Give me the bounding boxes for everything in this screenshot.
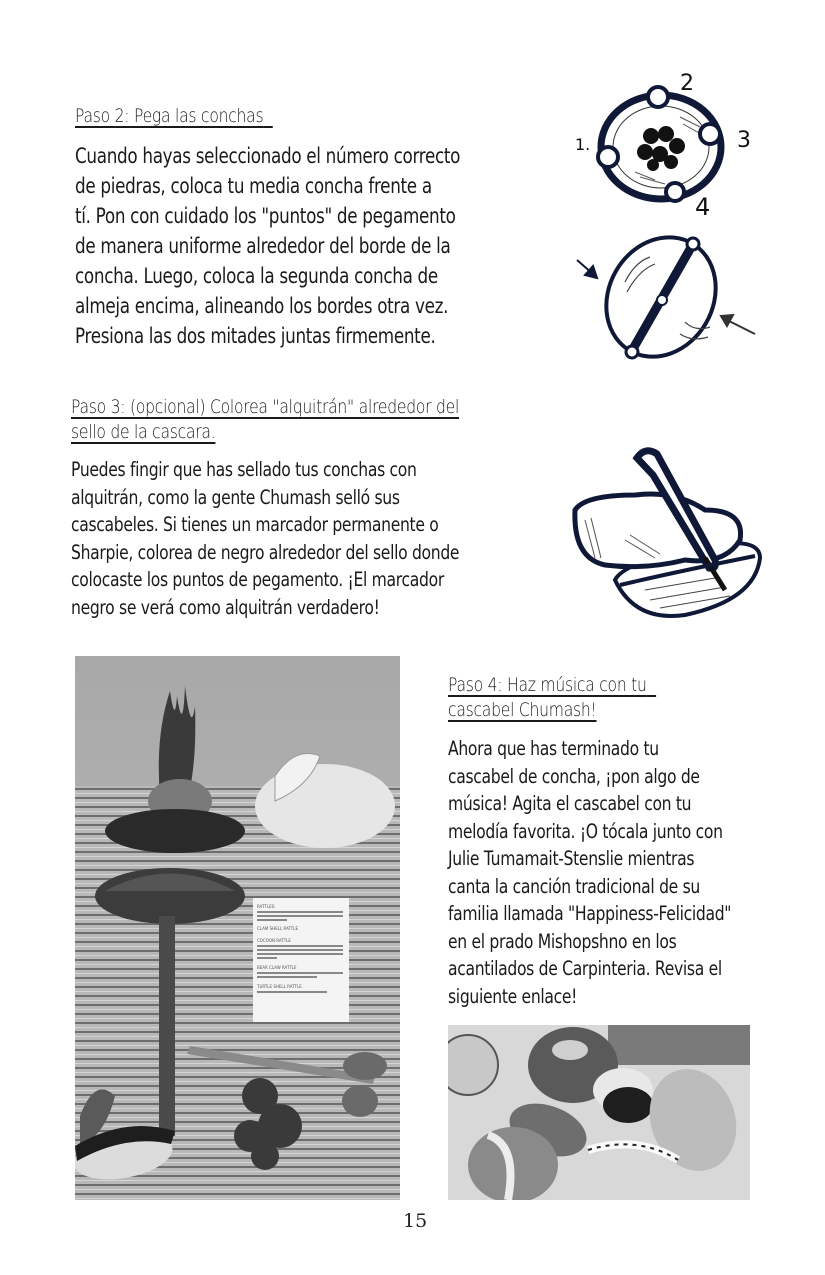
- glue-dot-4: [666, 183, 684, 201]
- step2-illustration: [555, 72, 775, 372]
- step3-illustration: [565, 440, 775, 625]
- step4-line: melodía favorita. ¡O tócala junto con: [448, 819, 723, 843]
- step2-line: de manera uniforme alrededor del borde de la: [75, 234, 451, 258]
- step4-line: en el prado Mishopshno en los: [448, 929, 677, 953]
- step2-line: tí. Pon con cuidado los "puntos" de pegamento: [75, 204, 456, 228]
- step3-line: Sharpie, colorea de negro alrededor del sello donde: [71, 540, 460, 564]
- step4-title-line: Paso 4: Haz música con tu: [448, 674, 647, 696]
- page-number: 15: [403, 1210, 428, 1232]
- step2-line: de piedras, coloca tu media concha frente a: [75, 174, 432, 198]
- step4-title-line: cascabel Chumash!: [448, 699, 597, 721]
- step2-body: [75, 141, 460, 351]
- step2-line: Cuando hayas seleccionado el número correcto: [75, 144, 461, 168]
- placard-item: BEAR CLAW RATTLE: [257, 965, 297, 970]
- step2-line: concha. Luego, coloca la segunda concha de: [75, 264, 438, 288]
- placard-item: CLAM SHELL RATTLE: [257, 926, 298, 931]
- step4-line: música! Agita el cascabel con tu: [448, 792, 692, 815]
- closed-shell-sketch: [577, 217, 755, 372]
- label-4: 4: [695, 193, 711, 221]
- step3-line: colocaste los puntos de pegamento. ¡El marcador: [71, 568, 444, 591]
- step2-line: Presiona las dos mitades juntas firmemente.: [75, 324, 436, 348]
- step4-line: familia llamada "Happiness-Felicidad": [448, 902, 732, 925]
- glue-dot-1: [598, 147, 618, 167]
- placard-item: COCOON RATTLE: [257, 938, 291, 943]
- step4-line: siguiente enlace!: [448, 984, 578, 1008]
- arrow-icon: [577, 260, 597, 278]
- step3-title-line: Paso 3: (opcional) Colorea "alquitrán" alrededor del: [71, 396, 460, 418]
- step2-line: almeja encima, alineando los bordes otra vez.: [75, 294, 449, 318]
- step3-line: negro se verá como alquitrán verdadero!: [71, 595, 380, 619]
- gourd-photo-image: [448, 1025, 750, 1200]
- step4-line: canta la canción tradicional de su: [448, 874, 700, 898]
- step3-line: Puedes fingir que has sellado tus conchas con: [71, 458, 417, 481]
- glue-dot-2: [648, 87, 668, 107]
- step4-line: cascabel de concha, ¡pon algo de: [448, 764, 700, 788]
- step4-line: Ahora que has terminado tu: [448, 737, 659, 760]
- label-2: 2: [680, 72, 694, 96]
- placard-item: TURTLE SHELL RATTLE: [257, 984, 302, 989]
- step4-line: Julie Tumamait-Stenslie mientras: [448, 847, 695, 870]
- step3-title: [71, 395, 459, 445]
- step3-line: alquitrán, como la gente Chumash selló sus: [71, 485, 400, 509]
- step4-title: [448, 673, 656, 723]
- step4-body: [448, 735, 731, 1010]
- shell-glue-dots-sketch: [555, 72, 775, 372]
- gourd-rattles-photo: [448, 1025, 750, 1200]
- step3-title-line: sello de la cascara.: [71, 421, 216, 443]
- step3-body: [71, 456, 459, 621]
- step3-line: cascabeles. Si tienes un marcador permanente o: [71, 513, 439, 536]
- museum-photo-image: [75, 656, 400, 1200]
- step2-title-text: Paso 2: Pega las conchas: [75, 105, 264, 127]
- step2-title: [75, 104, 273, 129]
- museum-rattles-photo: [75, 656, 400, 1200]
- label-3: 3: [737, 128, 751, 153]
- arrow-icon: [721, 315, 755, 334]
- label-1: 1.: [575, 135, 591, 154]
- museum-placard: [253, 898, 349, 1022]
- placard-heading: RATTLES:: [257, 904, 276, 909]
- glue-dot-3: [700, 124, 720, 144]
- hand-marker-sketch: [565, 440, 775, 625]
- step4-line: acantilados de Carpinteria. Revisa el: [448, 957, 722, 980]
